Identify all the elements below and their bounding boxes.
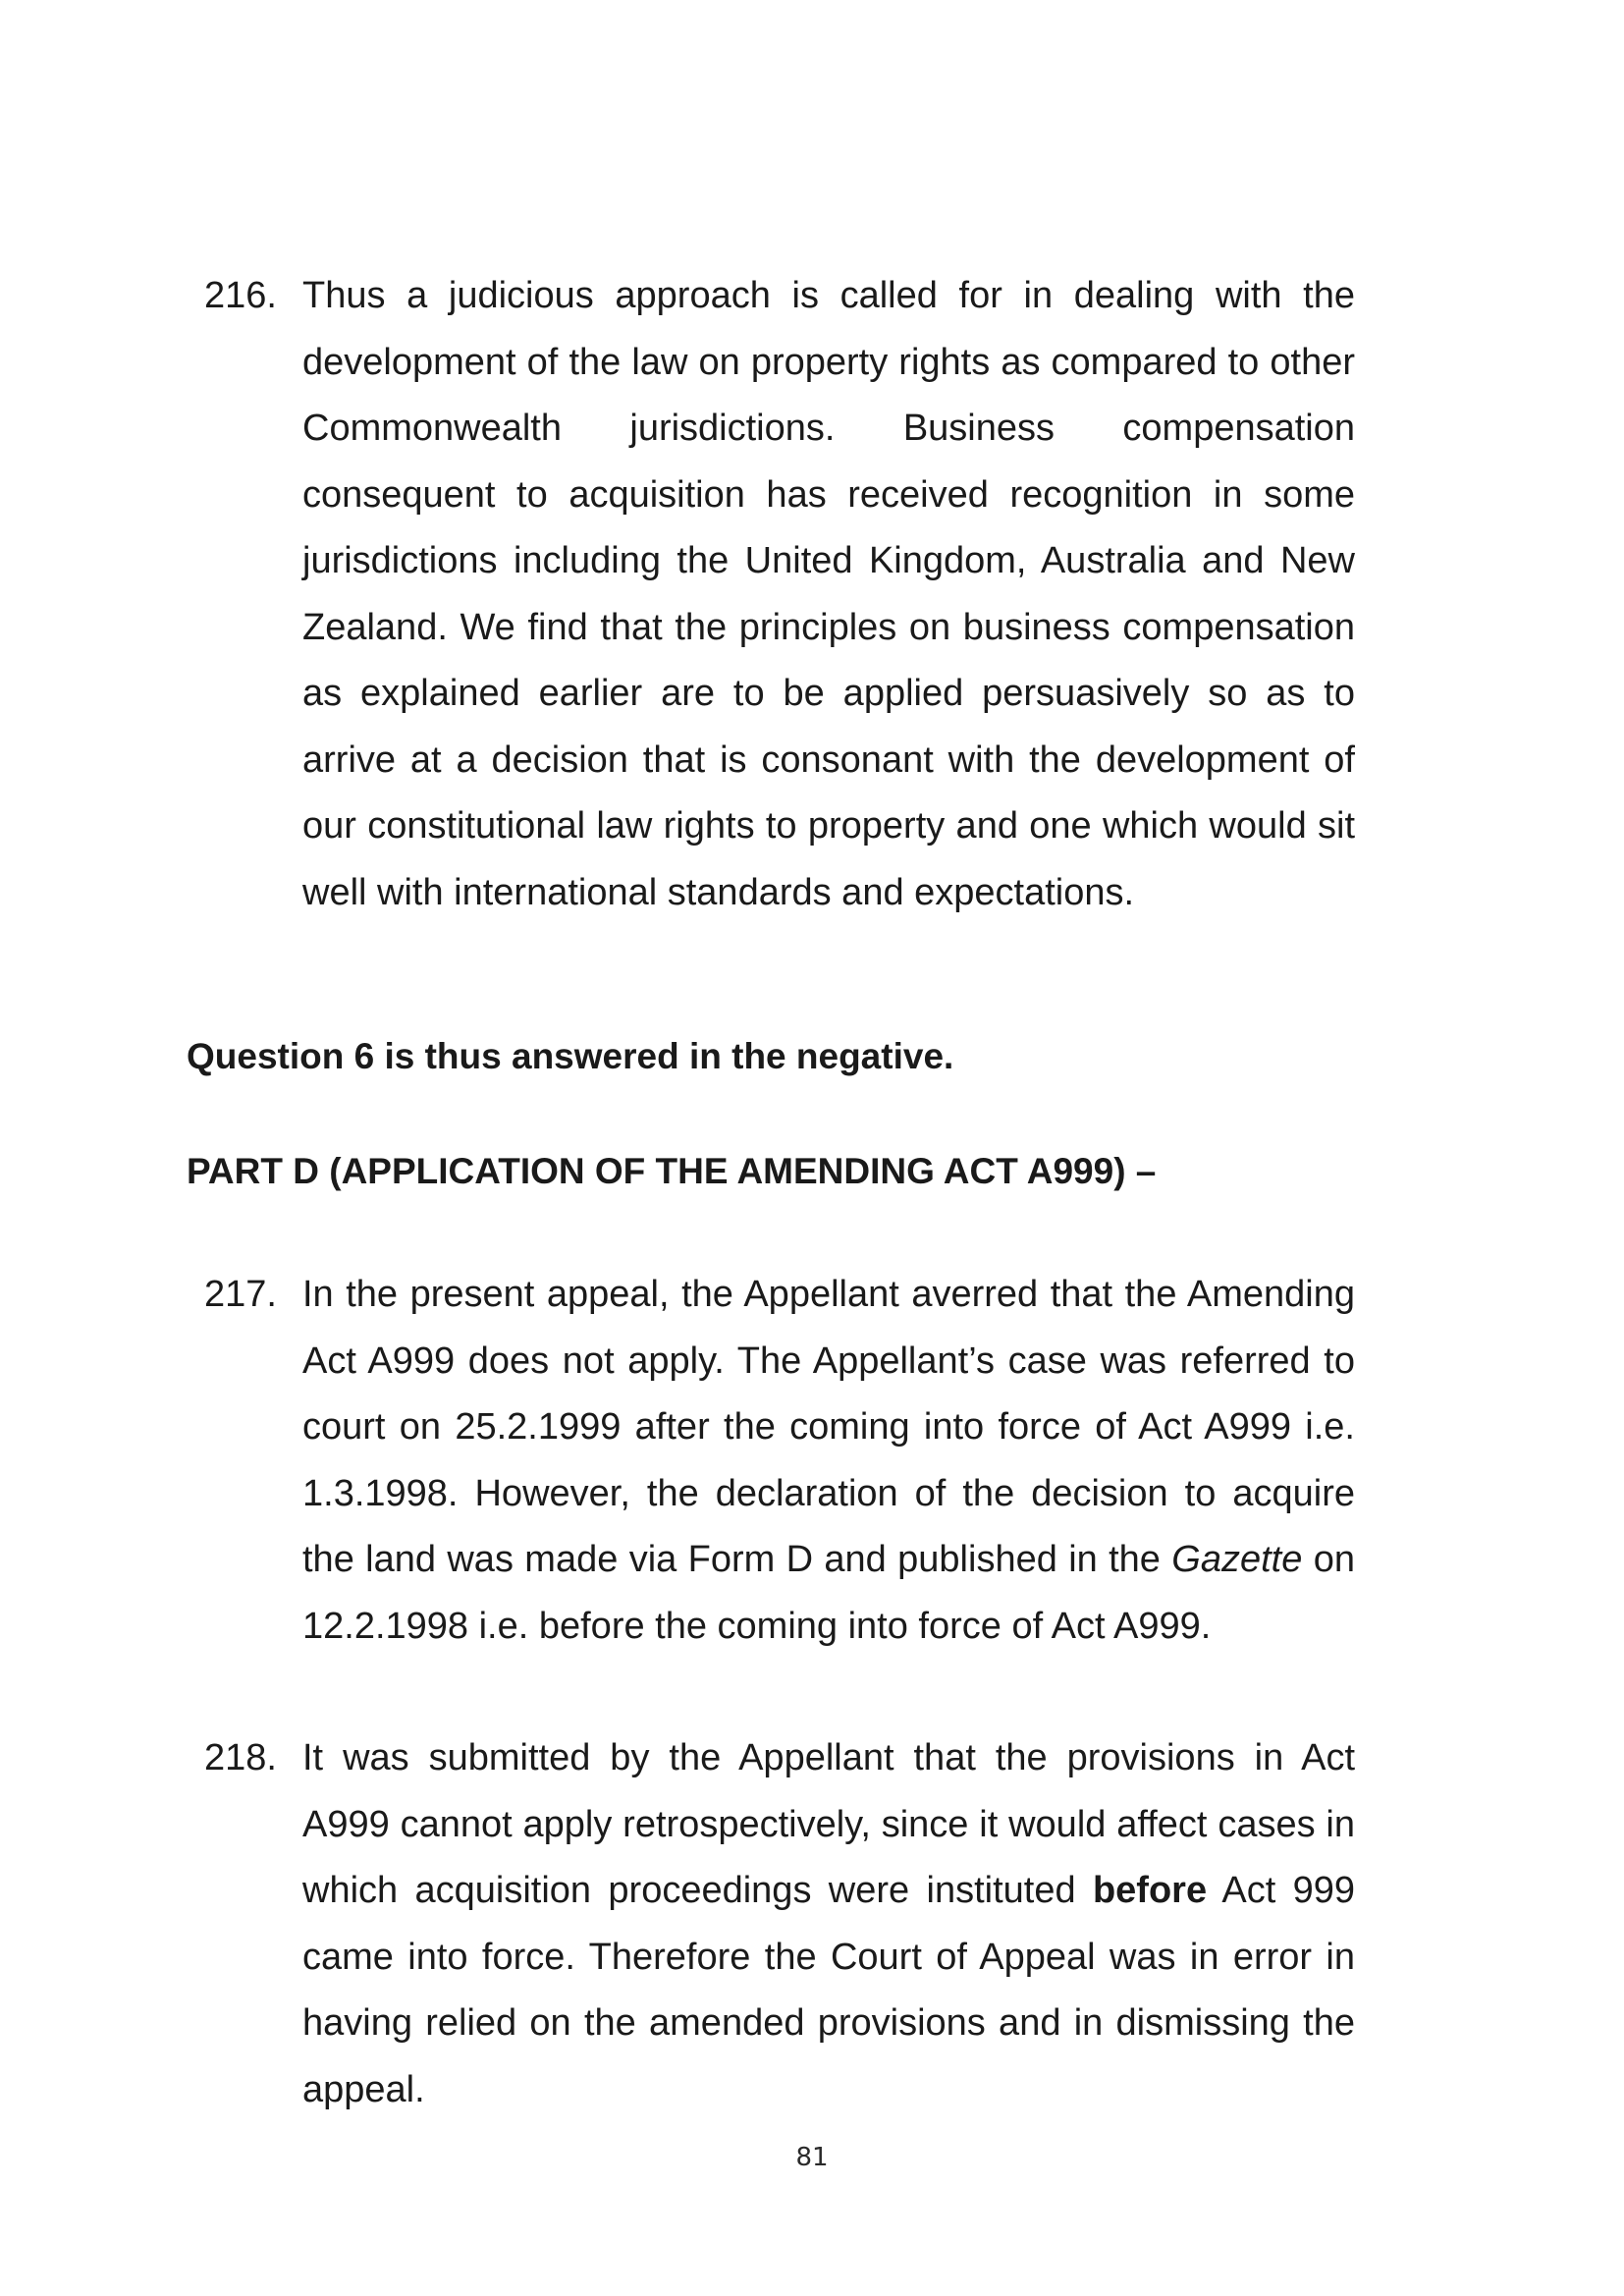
paragraph-text xyxy=(302,1725,1355,2123)
paragraph-text xyxy=(302,1262,1355,1660)
part-heading: PART D (APPLICATION OF THE AMENDING ACT A999) – xyxy=(187,1151,1157,1191)
paragraph-text: Thus a judicious approach is called for in dealing with the development of the law on property rights as compared to other Commonwealth jurisdictions. Business compensation consequent to acquisition has received recognition in some jurisdictions including the United Kingdom, Australia and New Zealand. We find that the principles on business compensation as explained earlier are to be applied persuasively so as to arrive at a decision that is consonant with the development of our constitutional law rights to property and one which would sit well with international standards and expectations. xyxy=(302,275,1355,913)
question-answer-heading: Question 6 is thus answered in the negative. xyxy=(187,1036,954,1076)
paragraph-text-part: on 12.2.1998 i.e. before the coming into force of Act A999. xyxy=(302,1539,1355,1647)
paragraph-number: 217. xyxy=(204,1274,277,1315)
paragraph-text-part: Act 999 came into force. Therefore the Court of Appeal was in error in having relied on the amended provisions and in dismissing the appeal. xyxy=(302,1870,1356,2110)
page-number: 81 xyxy=(795,2143,829,2172)
paragraph-217 xyxy=(187,1262,1355,1660)
paragraph-text-part: In the present appeal, the Appellant averred that the Amending Act A999 does not apply. The Appellant’s case was referred to court on 25.2.1999 after the coming into force of Act A999 i.e. 1.3.1998. However, the declaration of the decision to acquire the land was made via Form D and published in the xyxy=(302,1274,1355,1580)
paragraph-text-part: It was submitted by the Appellant that the provisions in Act A999 cannot apply retrospectively, since it would affect cases in which acquisition proceedings were instituted xyxy=(302,1737,1355,1911)
paragraph-218 xyxy=(187,1725,1355,2123)
paragraph-number: 218. xyxy=(204,1737,277,1778)
italic-gazette: Gazette xyxy=(1171,1539,1303,1580)
bold-before: before xyxy=(1092,1870,1208,1911)
paragraph-number: 216. xyxy=(204,275,277,316)
paragraph-216 xyxy=(187,263,1355,926)
